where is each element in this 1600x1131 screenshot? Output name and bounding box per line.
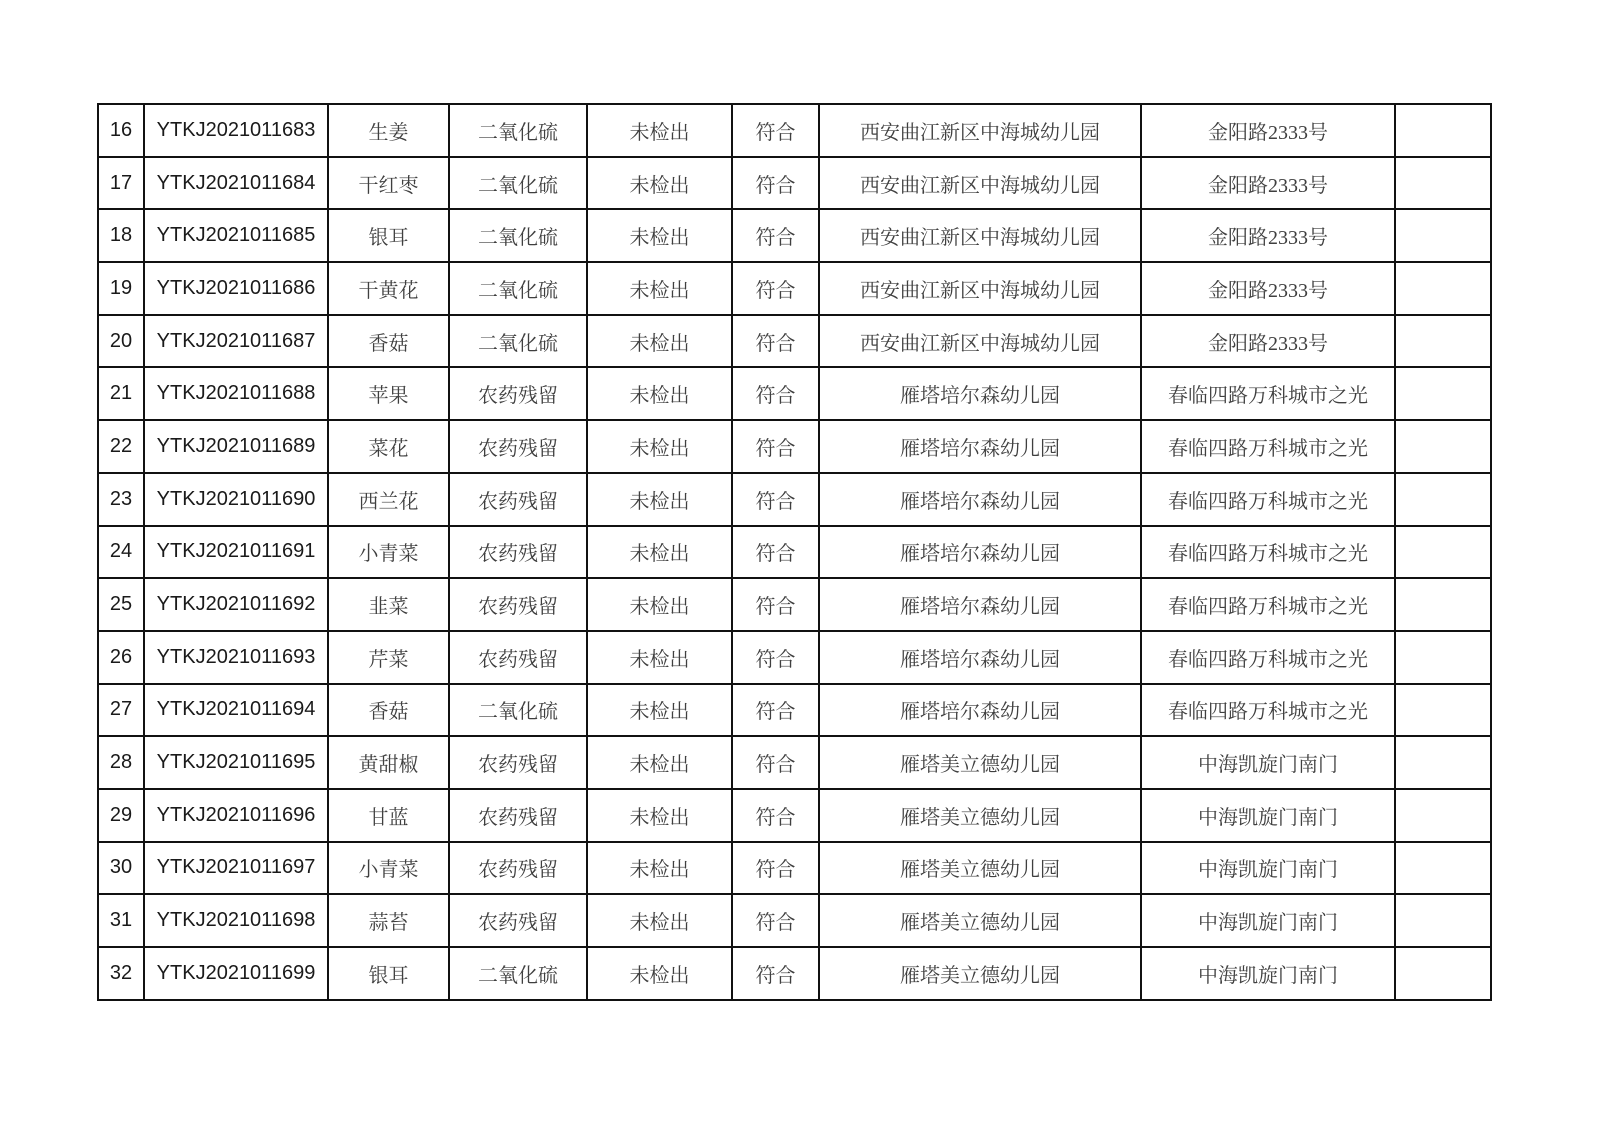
cell-index: 19 xyxy=(98,262,144,315)
cell-conclusion: 符合 xyxy=(732,526,819,579)
cell-test-item: 农药残留 xyxy=(449,367,587,420)
cell-result: 未检出 xyxy=(587,473,732,526)
cell-sampled-unit: 西安曲江新区中海城幼儿园 xyxy=(819,104,1141,157)
table-row xyxy=(98,473,1491,526)
cell-result: 未检出 xyxy=(587,315,732,368)
cell-index: 27 xyxy=(98,684,144,737)
cell-index: 23 xyxy=(98,473,144,526)
cell-sampled-unit: 雁塔培尔森幼儿园 xyxy=(819,473,1141,526)
cell-sample-name: 小青菜 xyxy=(328,842,449,895)
cell-remark xyxy=(1395,526,1491,579)
cell-sampled-unit: 雁塔培尔森幼儿园 xyxy=(819,367,1141,420)
cell-sample-name: 干红枣 xyxy=(328,157,449,210)
cell-sample-name: 生姜 xyxy=(328,104,449,157)
cell-sampling-address: 金阳路2333号 xyxy=(1141,104,1395,157)
cell-sampling-address: 中海凯旋门南门 xyxy=(1141,894,1395,947)
cell-test-item: 二氧化硫 xyxy=(449,262,587,315)
cell-remark xyxy=(1395,209,1491,262)
cell-test-item: 农药残留 xyxy=(449,420,587,473)
cell-sampling-address: 春临四路万科城市之光 xyxy=(1141,420,1395,473)
cell-index: 26 xyxy=(98,631,144,684)
cell-test-item: 二氧化硫 xyxy=(449,315,587,368)
cell-sample-id: YTKJ2021011690 xyxy=(144,473,328,526)
cell-result: 未检出 xyxy=(587,209,732,262)
table-row xyxy=(98,842,1491,895)
cell-index: 31 xyxy=(98,894,144,947)
cell-index: 28 xyxy=(98,736,144,789)
cell-result: 未检出 xyxy=(587,894,732,947)
table-row xyxy=(98,526,1491,579)
cell-remark xyxy=(1395,578,1491,631)
cell-sample-name: 黄甜椒 xyxy=(328,736,449,789)
cell-result: 未检出 xyxy=(587,789,732,842)
table-row xyxy=(98,947,1491,1000)
cell-sampled-unit: 雁塔美立德幼儿园 xyxy=(819,894,1141,947)
cell-remark xyxy=(1395,315,1491,368)
cell-conclusion: 符合 xyxy=(732,789,819,842)
cell-sampled-unit: 雁塔培尔森幼儿园 xyxy=(819,420,1141,473)
cell-test-item: 农药残留 xyxy=(449,842,587,895)
table-row xyxy=(98,789,1491,842)
cell-index: 22 xyxy=(98,420,144,473)
cell-result: 未检出 xyxy=(587,684,732,737)
cell-remark xyxy=(1395,473,1491,526)
cell-sampled-unit: 雁塔培尔森幼儿园 xyxy=(819,526,1141,579)
cell-result: 未检出 xyxy=(587,420,732,473)
cell-sample-name: 蒜苔 xyxy=(328,894,449,947)
cell-conclusion: 符合 xyxy=(732,473,819,526)
cell-conclusion: 符合 xyxy=(732,420,819,473)
cell-conclusion: 符合 xyxy=(732,209,819,262)
cell-sampled-unit: 雁塔美立德幼儿园 xyxy=(819,736,1141,789)
cell-remark xyxy=(1395,894,1491,947)
cell-sampled-unit: 西安曲江新区中海城幼儿园 xyxy=(819,262,1141,315)
cell-test-item: 农药残留 xyxy=(449,736,587,789)
cell-sampling-address: 中海凯旋门南门 xyxy=(1141,947,1395,1000)
cell-sample-id: YTKJ2021011684 xyxy=(144,157,328,210)
cell-sample-name: 香菇 xyxy=(328,684,449,737)
cell-sampled-unit: 雁塔美立德幼儿园 xyxy=(819,789,1141,842)
table-row xyxy=(98,420,1491,473)
cell-sample-id: YTKJ2021011689 xyxy=(144,420,328,473)
cell-remark xyxy=(1395,684,1491,737)
cell-conclusion: 符合 xyxy=(732,947,819,1000)
cell-result: 未检出 xyxy=(587,157,732,210)
cell-test-item: 农药残留 xyxy=(449,473,587,526)
cell-remark xyxy=(1395,104,1491,157)
cell-sampled-unit: 雁塔培尔森幼儿园 xyxy=(819,684,1141,737)
cell-sample-id: YTKJ2021011693 xyxy=(144,631,328,684)
cell-sample-name: 甘蓝 xyxy=(328,789,449,842)
cell-sample-name: 西兰花 xyxy=(328,473,449,526)
cell-sampling-address: 春临四路万科城市之光 xyxy=(1141,473,1395,526)
cell-index: 17 xyxy=(98,157,144,210)
cell-sampling-address: 春临四路万科城市之光 xyxy=(1141,578,1395,631)
cell-sampling-address: 春临四路万科城市之光 xyxy=(1141,367,1395,420)
cell-conclusion: 符合 xyxy=(732,631,819,684)
cell-test-item: 二氧化硫 xyxy=(449,209,587,262)
cell-sample-id: YTKJ2021011697 xyxy=(144,842,328,895)
cell-sample-id: YTKJ2021011686 xyxy=(144,262,328,315)
cell-sample-name: 小青菜 xyxy=(328,526,449,579)
cell-sample-name: 银耳 xyxy=(328,209,449,262)
cell-test-item: 二氧化硫 xyxy=(449,947,587,1000)
cell-sampled-unit: 雁塔培尔森幼儿园 xyxy=(819,631,1141,684)
cell-conclusion: 符合 xyxy=(732,262,819,315)
cell-result: 未检出 xyxy=(587,526,732,579)
cell-remark xyxy=(1395,420,1491,473)
cell-sample-name: 苹果 xyxy=(328,367,449,420)
table-row xyxy=(98,104,1491,157)
cell-sampling-address: 春临四路万科城市之光 xyxy=(1141,684,1395,737)
cell-conclusion: 符合 xyxy=(732,736,819,789)
cell-conclusion: 符合 xyxy=(732,684,819,737)
table-row xyxy=(98,209,1491,262)
cell-index: 18 xyxy=(98,209,144,262)
table-row xyxy=(98,894,1491,947)
cell-remark xyxy=(1395,842,1491,895)
cell-sampled-unit: 雁塔美立德幼儿园 xyxy=(819,842,1141,895)
cell-test-item: 二氧化硫 xyxy=(449,157,587,210)
cell-sampling-address: 中海凯旋门南门 xyxy=(1141,736,1395,789)
cell-sampling-address: 春临四路万科城市之光 xyxy=(1141,526,1395,579)
table-row xyxy=(98,367,1491,420)
cell-sample-id: YTKJ2021011692 xyxy=(144,578,328,631)
table-row xyxy=(98,157,1491,210)
cell-index: 21 xyxy=(98,367,144,420)
cell-sample-id: YTKJ2021011685 xyxy=(144,209,328,262)
inspection-table-body xyxy=(98,104,1491,1000)
cell-sample-id: YTKJ2021011683 xyxy=(144,104,328,157)
cell-sampled-unit: 雁塔培尔森幼儿园 xyxy=(819,578,1141,631)
cell-test-item: 农药残留 xyxy=(449,894,587,947)
cell-index: 16 xyxy=(98,104,144,157)
cell-remark xyxy=(1395,631,1491,684)
cell-result: 未检出 xyxy=(587,631,732,684)
cell-remark xyxy=(1395,367,1491,420)
cell-sample-id: YTKJ2021011696 xyxy=(144,789,328,842)
cell-sampled-unit: 西安曲江新区中海城幼儿园 xyxy=(819,209,1141,262)
cell-result: 未检出 xyxy=(587,262,732,315)
cell-conclusion: 符合 xyxy=(732,157,819,210)
table-row xyxy=(98,262,1491,315)
cell-sampling-address: 中海凯旋门南门 xyxy=(1141,842,1395,895)
cell-remark xyxy=(1395,736,1491,789)
table-row xyxy=(98,315,1491,368)
cell-conclusion: 符合 xyxy=(732,578,819,631)
cell-index: 32 xyxy=(98,947,144,1000)
cell-conclusion: 符合 xyxy=(732,315,819,368)
cell-index: 30 xyxy=(98,842,144,895)
cell-sampling-address: 春临四路万科城市之光 xyxy=(1141,631,1395,684)
cell-sample-name: 菜花 xyxy=(328,420,449,473)
cell-remark xyxy=(1395,157,1491,210)
cell-result: 未检出 xyxy=(587,367,732,420)
cell-sample-name: 银耳 xyxy=(328,947,449,1000)
cell-conclusion: 符合 xyxy=(732,842,819,895)
cell-result: 未检出 xyxy=(587,578,732,631)
cell-sample-id: YTKJ2021011694 xyxy=(144,684,328,737)
cell-sample-name: 韭菜 xyxy=(328,578,449,631)
cell-remark xyxy=(1395,262,1491,315)
cell-sampling-address: 金阳路2333号 xyxy=(1141,157,1395,210)
cell-sample-name: 芹菜 xyxy=(328,631,449,684)
cell-test-item: 农药残留 xyxy=(449,789,587,842)
cell-sample-id: YTKJ2021011691 xyxy=(144,526,328,579)
cell-test-item: 二氧化硫 xyxy=(449,684,587,737)
table-row xyxy=(98,578,1491,631)
cell-sampled-unit: 雁塔美立德幼儿园 xyxy=(819,947,1141,1000)
cell-index: 25 xyxy=(98,578,144,631)
cell-sampled-unit: 西安曲江新区中海城幼儿园 xyxy=(819,157,1141,210)
cell-sampling-address: 中海凯旋门南门 xyxy=(1141,789,1395,842)
cell-test-item: 农药残留 xyxy=(449,526,587,579)
cell-remark xyxy=(1395,789,1491,842)
cell-sample-name: 香菇 xyxy=(328,315,449,368)
cell-result: 未检出 xyxy=(587,947,732,1000)
inspection-table xyxy=(97,103,1492,1001)
table-row xyxy=(98,631,1491,684)
cell-result: 未检出 xyxy=(587,736,732,789)
cell-sample-name: 干黄花 xyxy=(328,262,449,315)
cell-sample-id: YTKJ2021011688 xyxy=(144,367,328,420)
cell-remark xyxy=(1395,947,1491,1000)
cell-result: 未检出 xyxy=(587,842,732,895)
cell-sample-id: YTKJ2021011698 xyxy=(144,894,328,947)
cell-sampling-address: 金阳路2333号 xyxy=(1141,315,1395,368)
cell-conclusion: 符合 xyxy=(732,104,819,157)
cell-test-item: 二氧化硫 xyxy=(449,104,587,157)
cell-index: 24 xyxy=(98,526,144,579)
cell-test-item: 农药残留 xyxy=(449,631,587,684)
cell-sample-id: YTKJ2021011687 xyxy=(144,315,328,368)
table-row xyxy=(98,736,1491,789)
cell-sample-id: YTKJ2021011699 xyxy=(144,947,328,1000)
cell-result: 未检出 xyxy=(587,104,732,157)
table-row xyxy=(98,684,1491,737)
cell-sampling-address: 金阳路2333号 xyxy=(1141,262,1395,315)
cell-sampled-unit: 西安曲江新区中海城幼儿园 xyxy=(819,315,1141,368)
cell-index: 20 xyxy=(98,315,144,368)
cell-conclusion: 符合 xyxy=(732,367,819,420)
cell-conclusion: 符合 xyxy=(732,894,819,947)
cell-sampling-address: 金阳路2333号 xyxy=(1141,209,1395,262)
cell-test-item: 农药残留 xyxy=(449,578,587,631)
cell-sample-id: YTKJ2021011695 xyxy=(144,736,328,789)
cell-index: 29 xyxy=(98,789,144,842)
